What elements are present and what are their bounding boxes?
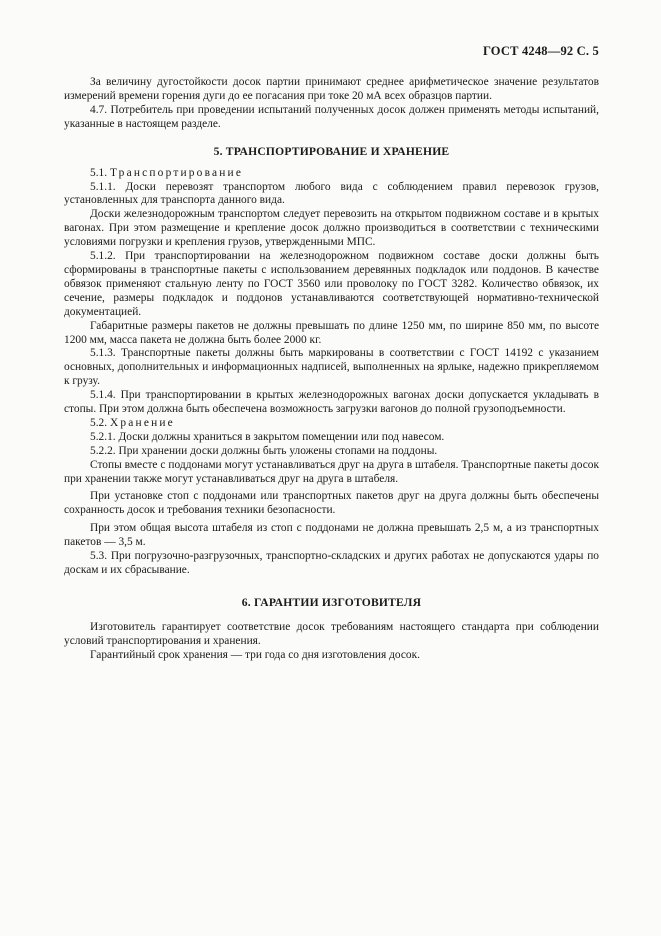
- section-6-heading: 6. ГАРАНТИИ ИЗГОТОВИТЕЛЯ: [241, 595, 422, 609]
- paragraph-5-2-2-height: При этом общая высота штабеля из стоп с поддонами не должна превышать 2,5 м, а из транспортных пакетов — 3,5 м.: [64, 522, 599, 549]
- paragraph-4-7: 4.7. Потребитель при проведении испытаний полученных досок должен применять методы испытаний, указанные в настоящем разделе.: [64, 103, 599, 130]
- paragraph-5-1-2: 5.1.2. При транспортировании на железнодорожном подвижном составе доски должны быть сформированы в транспортные пакеты с использованием деревянных подкладок или поддонов. В качестве обвязок применяют стальную ленту по ГОСТ 3560 или проволоку по ГОСТ 3282. Количество обвязок, их сечение, размеры подкладок и поддонов устанавливаются соответствующей нормативно-технической документацией.: [64, 250, 599, 318]
- paragraph-5-2-2-stacks: Стопы вместе с поддонами могут устанавливаться друг на друга в штабеля. Транспортные пакеты досок при хранении также могут устанавливаться друг на друга в штабеля.: [64, 458, 599, 485]
- subsection-5-1-number: 5.1.: [90, 166, 108, 179]
- subsection-5-2-number: 5.2.: [90, 416, 108, 429]
- paragraph-5-2-2: 5.2.2. При хранении доски должны быть уложены стопами на поддоны.: [90, 444, 438, 457]
- paragraph-dugostoikost: За величину дугостойкости досок партии принимают среднее арифметическое значение результатов измерений времени горения дуги до ее погасания при токе 20 мА всех образцов партии.: [64, 76, 599, 102]
- subsection-5-2-title: Хранение: [109, 416, 175, 429]
- paragraph-5-1-2-dimensions: Габаритные размеры пакетов не должны превышать по длине 1250 мм, по ширине 850 мм, по высоте 1200 мм, масса пакета не должна быть более 2000 кг.: [64, 319, 599, 346]
- running-header: ГОСТ 4248—92 С. 5: [482, 44, 599, 58]
- subsection-5-1-title: Транспортирование: [109, 166, 244, 179]
- paragraph-6-storage-term: Гарантийный срок хранения — три года со дня изготовления досок.: [90, 648, 420, 661]
- paragraph-5-1-3: 5.1.3. Транспортные пакеты должны быть маркированы в соответствии с ГОСТ 14192 с указанием основных, дополнительных и информационных надписей, выполненных на ярлыке, надежно прикрепляемом к грузу.: [64, 347, 599, 388]
- subsection-5-2-heading: [64, 417, 599, 431]
- paragraph-5-3: 5.3. При погрузочно-разгрузочных, транспортно-складских и других работах не допускаются удары по доскам и их сбрасывание.: [64, 550, 599, 576]
- section-5-heading: 5. ТРАНСПОРТИРОВАНИЕ И ХРАНЕНИЕ: [213, 144, 450, 158]
- paragraph-5-1-1: 5.1.1. Доски перевозят транспортом любого вида с соблюдением правил перевозок грузов, установленных для транспорта данного вида.: [64, 180, 599, 207]
- subsection-5-1-heading: [64, 167, 599, 181]
- paragraph-5-2-1: 5.2.1. Доски должны храниться в закрытом помещении или под навесом.: [90, 430, 445, 443]
- paragraph-5-2-2-safety: При установке стоп с поддонами или транспортных пакетов друг на друга должны быть обеспечены сохранность досок и требования техники безопасности.: [64, 490, 599, 517]
- paragraph-5-1-1-rail: Доски железнодорожным транспортом следует перевозить на открытом подвижном составе и в крытых вагонах. При этом размещение и крепление досок должно производиться в соответствии с техническими условиями погрузки и крепления грузов, утвержденными МПС.: [64, 208, 599, 249]
- document-body: [64, 76, 599, 663]
- paragraph-5-1-4: 5.1.4. При транспортировании в крытых железнодорожных вагонах доски допускается укладывать в стопы. При этом должна быть обеспечена возможность загрузки вагонов до полной грузоподъемности.: [64, 389, 599, 416]
- paragraph-6-guarantee: Изготовитель гарантирует соответствие досок требованиям настоящего стандарта при соблюдении условий транспортирования и хранения.: [64, 620, 599, 647]
